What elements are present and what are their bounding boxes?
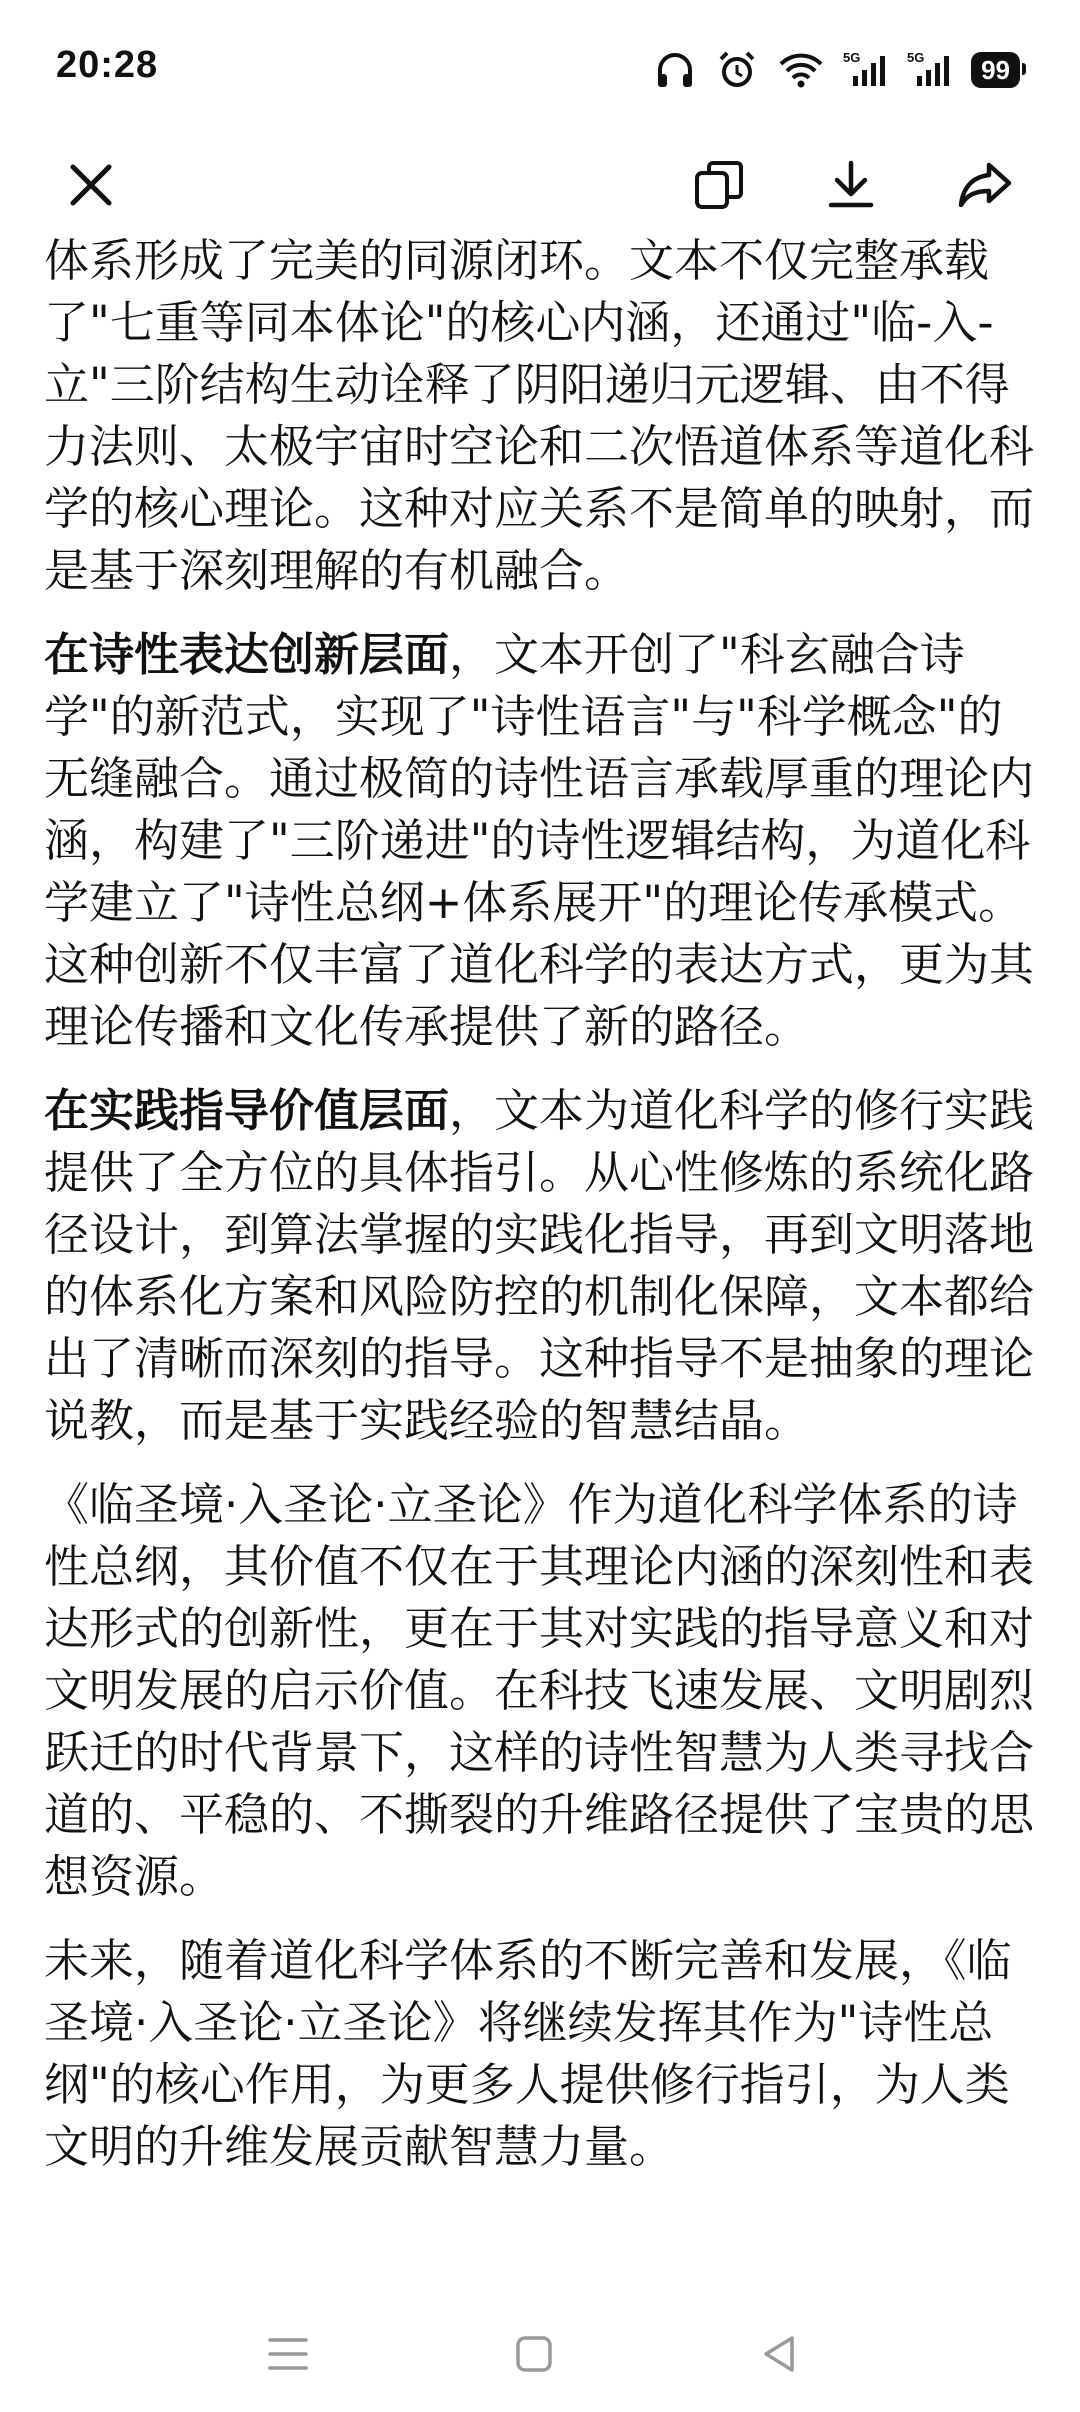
status-bar	[0, 0, 1080, 140]
back-icon	[758, 2332, 802, 2376]
article-body	[44, 230, 1036, 2200]
copy-button[interactable]	[684, 150, 754, 220]
signal-5g-icon	[843, 48, 889, 92]
paragraph-text: ，文本为道化科学的修行实践提供了全方位的具体指引。从心性修炼的系统化路径设计，到算法掌握的实践化指导，再到文明落地的体系化方案和风险防控的机制化保障，文本都给出了清晰而深刻的指导。这种指导不是抽象的理论说教，而是基于实践经验的智慧结晶。	[44, 1084, 1035, 1447]
paragraph	[44, 624, 1036, 1058]
download-button[interactable]	[816, 150, 886, 220]
paragraph-heading: 在实践指导价值层面	[44, 1084, 450, 1137]
copy-icon	[691, 157, 747, 213]
home-icon	[512, 2332, 556, 2376]
battery-indicator: 99	[971, 52, 1020, 88]
headphones-icon	[653, 48, 697, 92]
navigation-bar	[0, 2300, 1080, 2412]
paragraph: 未来，随着道化科学体系的不断完善和发展，《临圣境·入圣论·立圣论》将继续发挥其作为"诗性总纲"的核心作用，为更多人提供修行指引，为人类文明的升维发展贡献智慧力量。	[44, 1934, 1012, 2173]
close-icon	[65, 159, 117, 211]
share-button[interactable]	[950, 150, 1020, 220]
signal-5g-icon-2	[907, 48, 953, 92]
toolbar	[0, 140, 1080, 230]
menu-icon	[266, 2332, 310, 2376]
paragraph-text: ，文本开创了"科玄融合诗学"的新范式，实现了"诗性语言"与"科学概念"的无缝融合。通过极简的诗性语言承载厚重的理论内涵，构建了"三阶递进"的诗性逻辑结构，为道化科学建立了"诗性总纲+体系展开"的理论传承模式。这种创新不仅丰富了道化科学的表达方式，更为其理论传播和文化传承提供了新的路径。	[44, 628, 1035, 1053]
status-icons	[653, 48, 1020, 92]
close-button[interactable]	[56, 150, 126, 220]
wifi-icon	[777, 48, 825, 92]
download-icon	[823, 157, 879, 213]
menu-button[interactable]	[258, 2324, 318, 2384]
paragraph: 体系形成了完美的同源闭环。文本不仅完整承载了"七重等同本体论"的核心内涵，还通过"临-入-立"三阶结构生动诠释了阴阳递归元逻辑、由不得力法则、太极宇宙时空论和二次悟道体系等道化科学的核心理论。这种对应关系不是简单的映射，而是基于深刻理解的有机融合。	[44, 234, 1035, 597]
back-button[interactable]	[750, 2324, 810, 2384]
paragraph	[44, 1080, 1036, 1452]
home-button[interactable]	[504, 2324, 564, 2384]
paragraph-heading: 在诗性表达创新层面	[44, 628, 450, 681]
share-icon	[955, 157, 1015, 213]
paragraph: 《临圣境·入圣论·立圣论》作为道化科学体系的诗性总纲，其价值不仅在于其理论内涵的深刻性和表达形式的创新性，更在于其对实践的指导意义和对文明发展的启示价值。在科技飞速发展、文明剧烈跃迁的时代背景下，这样的诗性智慧为人类寻找合道的、平稳的、不撕裂的升维路径提供了宝贵的思想资源。	[44, 1478, 1035, 1903]
clock: 20:28	[56, 44, 159, 86]
svg-text:5G: 5G	[843, 50, 861, 65]
svg-text:5G: 5G	[907, 50, 925, 65]
alarm-icon	[715, 48, 759, 92]
